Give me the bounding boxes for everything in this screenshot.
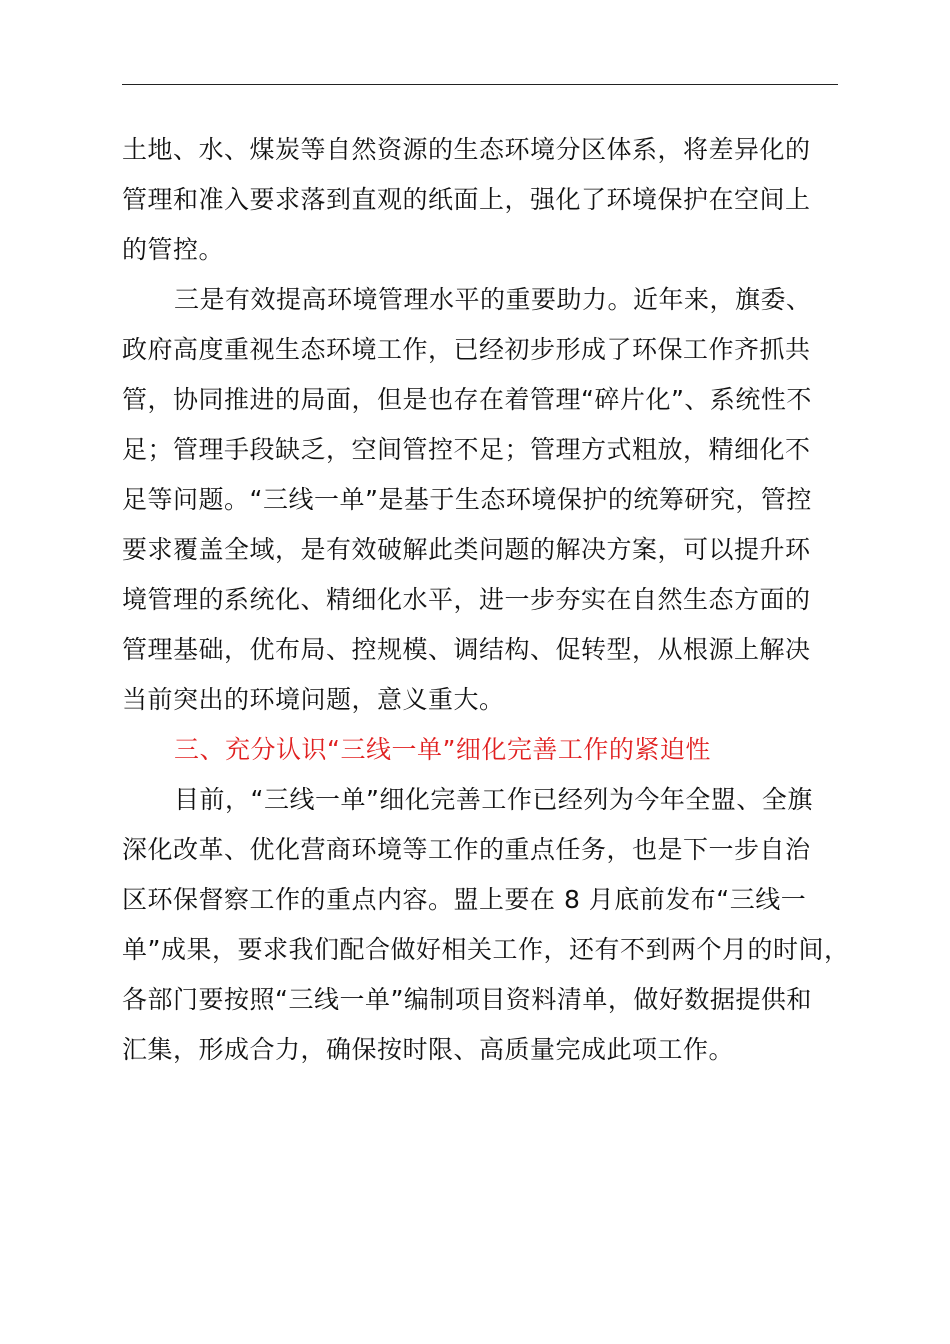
text-line: 土地、水、煤炭等自然资源的生态环境分区体系，将差异化的 [122, 135, 811, 164]
text-line: 管理基础，优布局、控规模、调结构、促转型，从根源上解决 [122, 635, 811, 664]
paragraph-continued [122, 125, 838, 275]
paragraph-urgency [122, 775, 850, 1075]
text-line: 管理和准入要求落到直观的纸面上，强化了环境保护在空间上 [122, 185, 811, 214]
text-line: 目前，“三线一单”细化完善工作已经列为今年全盟、全旗 [174, 785, 813, 814]
text-line: 的管控。 [122, 235, 225, 264]
text-line: 境管理的系统化、精细化水平，进一步夯实在自然生态方面的 [122, 585, 811, 614]
paragraph-three [122, 275, 838, 725]
text-line: 当前突出的环境问题，意义重大。 [122, 685, 505, 714]
text-line: 汇集，形成合力，确保按时限、高质量完成此项工作。 [122, 1035, 735, 1064]
text-line: 要求覆盖全域，是有效破解此类问题的解决方案，可以提升环 [122, 535, 811, 564]
text-line: 管，协同推进的局面，但是也存在着管理“碎片化”、系统性不 [122, 385, 812, 414]
text-line: 三是有效提高环境管理水平的重要助力。近年来，旗委、 [174, 285, 812, 314]
text-line: 深化改革、优化营商环境等工作的重点任务，也是下一步自治 [122, 835, 811, 864]
text-line: 政府高度重视生态环境工作，已经初步形成了环保工作齐抓共 [122, 335, 811, 364]
text-line: 单”成果，要求我们配合做好相关工作，还有不到两个月的时间， [122, 935, 850, 964]
text-line: 足；管理手段缺乏，空间管控不足；管理方式粗放，精细化不 [122, 435, 811, 464]
section-heading: 三、充分认识“三线一单”细化完善工作的紧迫性 [174, 735, 711, 764]
document-body [122, 125, 850, 1075]
text-line: 足等问题。“三线一单”是基于生态环境保护的统筹研究，管控 [122, 485, 812, 514]
header-rule [122, 84, 838, 85]
text-line: 区环保督察工作的重点内容。盟上要在 8 月底前发布“三线一 [122, 885, 807, 914]
text-line: 各部门要按照“三线一单”编制项目资料清单，做好数据提供和 [122, 985, 812, 1014]
